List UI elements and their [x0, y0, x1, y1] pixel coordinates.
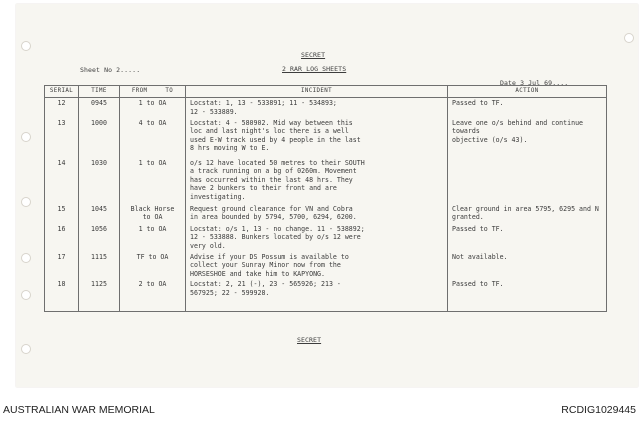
- sheet-number: Sheet No 2.....: [80, 66, 141, 74]
- col-action: ACTION: [448, 86, 607, 98]
- punch-hole: [21, 344, 31, 354]
- punch-hole: [21, 132, 31, 142]
- punch-hole: [624, 33, 634, 43]
- table-row: 14 1030 1 to OA o/s 12 have located 50 metres to their SOUTH a track running on a bg of 0260m. Movement has occurred within the last 48 hrs. They have 2 bunkers to their front and are investigating.: [45, 158, 607, 204]
- col-serial: SERIAL: [45, 86, 79, 98]
- classification-top: SECRET: [301, 51, 326, 59]
- table-header: [45, 86, 607, 98]
- table-row: 18 1125 2 to OA Locstat: 2, 21 (-), 23 - 565926; 213 - 567925; 22 - 599928. Passed to TF.: [45, 279, 607, 311]
- table-row: 17 1115 TF to OA Advise if your DS Possum is available to collect your Sunray Minor now from the HORSESHOE and take him to KAPYONG. Not available.: [45, 252, 607, 280]
- log-title: 2 RAR LOG SHEETS: [282, 65, 347, 73]
- punch-hole: [21, 41, 31, 51]
- footer-credit: AUSTRALIAN WAR MEMORIAL: [3, 404, 155, 416]
- col-from-to: FROM TO: [120, 86, 186, 98]
- classification-bottom: SECRET: [297, 336, 322, 344]
- table-row: 15 1045 Black Horse to OA Request ground clearance for VN and Cobra in area bounded by 5794, 5700, 6294, 6200. Clear ground in area 5795, 6295 and N granted.: [45, 204, 607, 224]
- punch-hole: [21, 197, 31, 207]
- punch-hole: [21, 253, 31, 263]
- footer-id: RCDIG1029445: [561, 404, 636, 416]
- log-table: [44, 85, 607, 312]
- table-row: 12 0945 1 to OA Locstat: 1, 13 - 533891; 11 - 534893; 12 - 533889. Passed to TF.: [45, 98, 607, 118]
- col-time: TIME: [79, 86, 120, 98]
- table-row: 16 1056 1 to OA Locstat: o/s 1, 13 - no change. 11 - 538892; 12 - 533888. Bunkers located by o/s 12 were very old. Passed to TF.: [45, 224, 607, 252]
- log-date: Date 3 Jul 69....: [500, 79, 569, 87]
- table-row: 13 1000 4 to OA Locstat: 4 - 580902. Mid way between this loc and last night's loc there is a well used E-W track used by 4 people in the last 8 hrs moving W to E. Leave one o/s behind and continue towards objective (o/s 43).: [45, 118, 607, 158]
- col-incident: INCIDENT: [186, 86, 448, 98]
- punch-hole: [21, 290, 31, 300]
